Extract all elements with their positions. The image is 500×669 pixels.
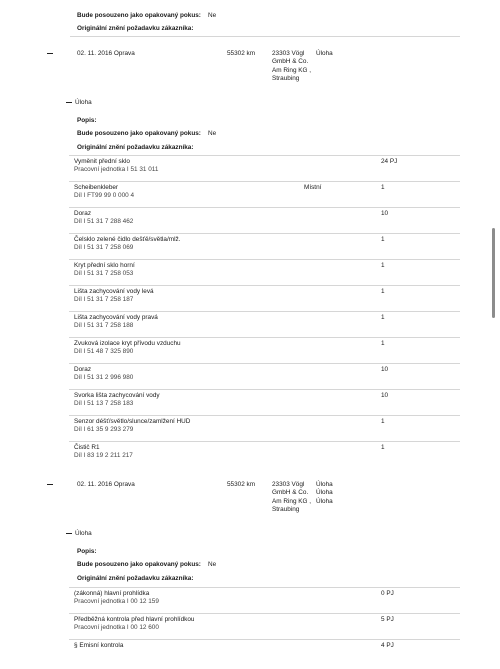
row-divider bbox=[69, 155, 460, 156]
repeat-attempt-value: Ne bbox=[208, 12, 217, 19]
original-request-label: Originální znění požadavku zákazníka: bbox=[77, 575, 194, 582]
entry-mileage: 55302 km bbox=[227, 50, 256, 57]
item-quantity: 0 PJ bbox=[381, 590, 394, 597]
row-divider bbox=[69, 441, 460, 442]
row-divider bbox=[69, 389, 460, 390]
item-name: Lišta zachycování vody levá bbox=[74, 288, 154, 295]
row-divider bbox=[69, 363, 460, 364]
item-quantity: 10 bbox=[381, 210, 389, 217]
original-request-label: Originální znění požadavku zákazníka: bbox=[77, 25, 194, 32]
item-name: Doraz bbox=[74, 210, 92, 217]
repeat-attempt-label: Bude posouzeno jako opakovaný pokus: bbox=[77, 12, 201, 19]
entry-date: 02. 11. 2016 Oprava bbox=[77, 50, 135, 57]
row-divider bbox=[69, 259, 460, 260]
item-name: Čistič R1 bbox=[74, 444, 100, 451]
entry-dealer: 23303 Vögl GmbH & Co. Am Ring KG , Straubing bbox=[272, 50, 312, 82]
item-name: Doraz bbox=[74, 366, 92, 373]
item-name: Předběžná kontrola před hlavní prohlídkou bbox=[74, 616, 195, 623]
item-name: Zvuková izolace kryt přívodu vzduchu bbox=[74, 340, 181, 347]
item-quantity: 1 bbox=[381, 418, 385, 425]
task-toggle[interactable]: Úloha bbox=[66, 99, 92, 107]
item-part-number: Díl I 51 31 7 288 462 bbox=[74, 218, 134, 225]
task-item-row bbox=[74, 587, 460, 613]
collapse-toggle-icon bbox=[66, 533, 72, 534]
item-part-number: Díl I 51 31 7 258 188 bbox=[74, 322, 134, 329]
row-divider bbox=[69, 337, 460, 338]
task-item-row bbox=[74, 233, 460, 259]
row-divider bbox=[69, 285, 460, 286]
item-name: Lišta zachycování vody pravá bbox=[74, 314, 158, 321]
item-name: Čelsklo zelené čidlo dešťě/světla/mlž. bbox=[74, 236, 181, 243]
description-label: Popis: bbox=[77, 117, 97, 124]
task-toggle[interactable]: Úloha bbox=[66, 530, 92, 538]
task-item-row bbox=[74, 415, 460, 441]
item-name: Senzor déšť/světlo/slunce/zamlžení HUD bbox=[74, 418, 191, 425]
item-location: Místní bbox=[304, 184, 322, 191]
item-part-number: Pracovní jednotka I 00 12 600 bbox=[74, 624, 159, 631]
description-label: Popis: bbox=[77, 548, 97, 555]
collapse-toggle-icon[interactable] bbox=[47, 484, 53, 485]
item-quantity: 24 PJ bbox=[381, 158, 398, 165]
task-item-row bbox=[74, 285, 460, 311]
entry-dealer: 23303 Vögl GmbH & Co. Am Ring KG , Straubing bbox=[272, 481, 312, 513]
item-quantity: 10 bbox=[381, 392, 389, 399]
original-request-label: Originální znění požadavku zákazníka: bbox=[77, 144, 194, 151]
task-item-row bbox=[74, 441, 460, 467]
entry-mileage: 55302 km bbox=[227, 481, 256, 488]
collapse-toggle-icon bbox=[66, 102, 72, 103]
entry-date: 02. 11. 2016 Oprava bbox=[77, 481, 135, 488]
item-quantity: 10 bbox=[381, 366, 389, 373]
task-item-row bbox=[74, 389, 460, 415]
task-item-row bbox=[74, 337, 460, 363]
repeat-attempt-label: Bude posouzeno jako opakovaný pokus: bbox=[77, 130, 201, 137]
task-item-row bbox=[74, 311, 460, 337]
item-quantity: 1 bbox=[381, 314, 385, 321]
item-name: Kryt přední sklo horní bbox=[74, 262, 135, 269]
repeat-attempt-value: Ne bbox=[208, 130, 217, 137]
item-quantity: 1 bbox=[381, 340, 385, 347]
item-name: Svorka lišta zachycování vody bbox=[74, 392, 160, 399]
item-name: (zákonná) hlavní prohlídka bbox=[74, 590, 150, 597]
task-item-row bbox=[74, 181, 460, 207]
task-item-row bbox=[74, 363, 460, 389]
item-part-number: Pracovní jednotka I 00 12 159 bbox=[74, 598, 159, 605]
item-part-number: Díl I 51 13 7 258 183 bbox=[74, 400, 134, 407]
repeat-attempt-label: Bude posouzeno jako opakovaný pokus: bbox=[77, 561, 201, 568]
divider bbox=[70, 36, 460, 37]
item-part-number: Díl I 83 19 2 211 217 bbox=[74, 452, 133, 459]
row-divider bbox=[69, 311, 460, 312]
task-item-row bbox=[74, 613, 460, 639]
item-part-number: Díl I 51 31 2 996 980 bbox=[74, 374, 134, 381]
item-quantity: 4 PJ bbox=[381, 642, 394, 649]
item-name: § Emisní kontrola bbox=[74, 642, 124, 649]
item-quantity: 5 PJ bbox=[381, 616, 394, 623]
item-quantity: 1 bbox=[381, 236, 385, 243]
task-item-row bbox=[74, 155, 460, 181]
row-divider bbox=[69, 613, 460, 614]
task-item-row bbox=[74, 259, 460, 285]
entry-type: Úloha Úloha Úloha bbox=[316, 481, 333, 505]
collapse-toggle-icon[interactable] bbox=[47, 53, 53, 54]
item-part-number: Díl I 51 31 7 258 069 bbox=[74, 244, 134, 251]
item-name: Vyměnit přední sklo bbox=[74, 158, 130, 165]
entry-type: Úloha bbox=[316, 50, 333, 57]
row-divider bbox=[69, 639, 460, 640]
item-quantity: 1 bbox=[381, 444, 385, 451]
item-part-number: Pracovní jednotka I 51 31 011 bbox=[74, 166, 159, 173]
task-item-row bbox=[74, 639, 460, 665]
item-quantity: 1 bbox=[381, 262, 385, 269]
item-part-number: Díl I 61 35 9 293 279 bbox=[74, 426, 134, 433]
row-divider bbox=[69, 415, 460, 416]
item-part-number: Díl I 51 31 7 258 053 bbox=[74, 270, 134, 277]
item-part-number: Díl I FT99 99 0 000 4 bbox=[74, 192, 135, 199]
item-part-number: Díl I 51 31 7 258 187 bbox=[74, 296, 134, 303]
row-divider bbox=[69, 207, 460, 208]
row-divider bbox=[69, 587, 460, 588]
item-quantity: 1 bbox=[381, 288, 385, 295]
item-name: Scheibenkleber bbox=[74, 184, 119, 191]
repeat-attempt-value: Ne bbox=[208, 561, 217, 568]
row-divider bbox=[69, 233, 460, 234]
task-item-row bbox=[74, 207, 460, 233]
row-divider bbox=[69, 181, 460, 182]
item-quantity: 1 bbox=[381, 184, 385, 191]
item-part-number: Díl I 51 48 7 325 890 bbox=[74, 348, 134, 355]
scrollbar-thumb[interactable] bbox=[492, 228, 495, 318]
